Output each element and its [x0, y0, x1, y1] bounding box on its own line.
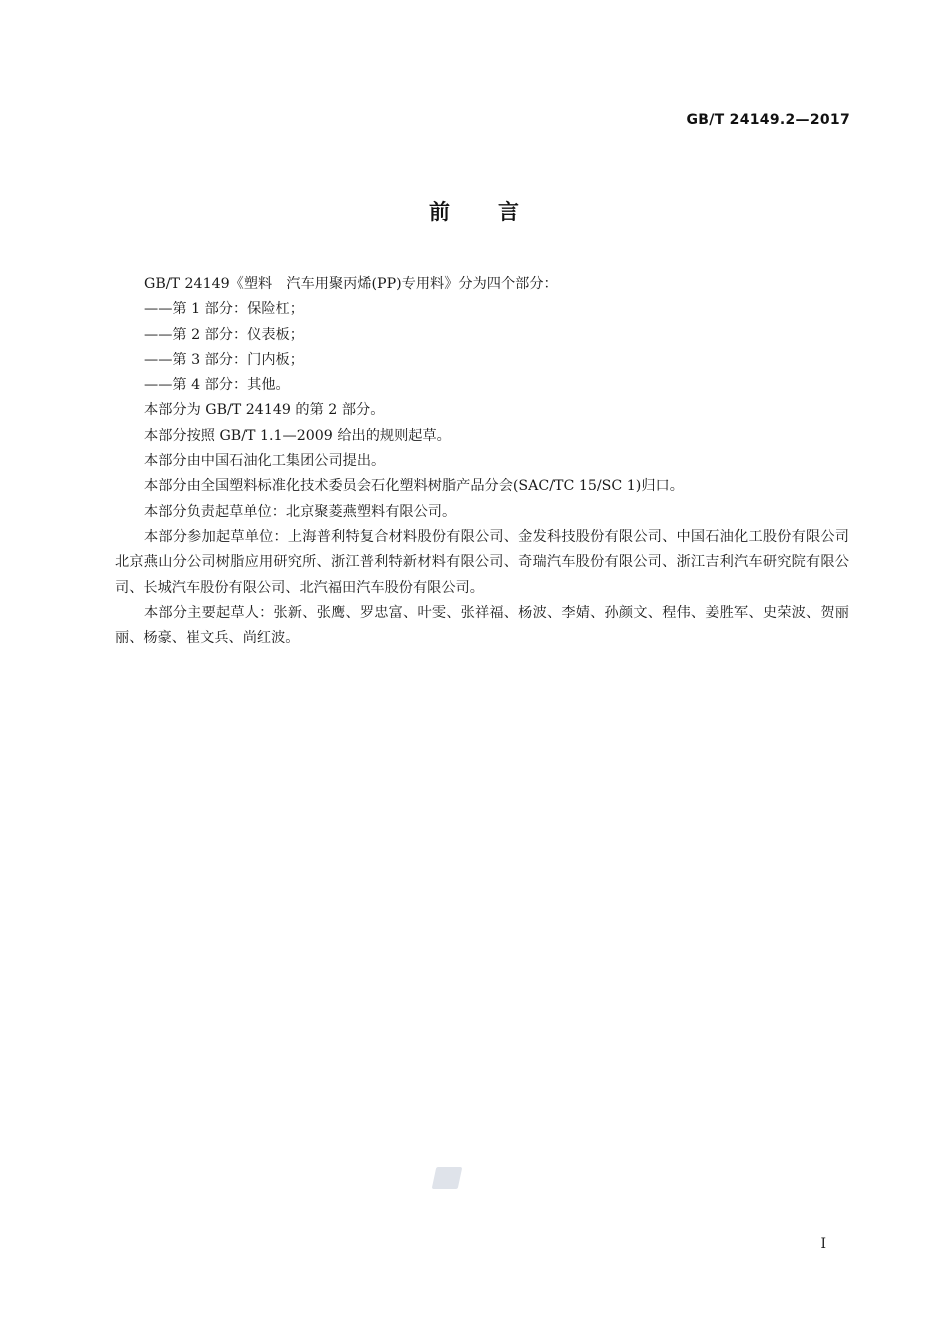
list-item-part-1: ——第 1 部分：保险杠；	[144, 301, 304, 318]
list-item-part-3: ——第 3 部分：门内板；	[144, 351, 304, 368]
paragraph-proposer: 本部分由中国石油化工集团公司提出。	[144, 453, 386, 470]
paragraph-drafting-rules: 本部分按照 GB/T 1.1—2009 给出的规则起草。	[144, 427, 451, 444]
section-title	[0, 196, 950, 226]
paragraph-participating-drafters: 本部分参加起草单位：上海普利特复合材料股份有限公司、金发科技股份有限公司、中国石油化工股份有限公司北京燕山分公司树脂应用研究所、浙江普利特新材料有限公司、奇瑞汽车股份有限公司、浙江吉利汽车研究院有限公司、长城汽车股份有限公司、北汽福田汽车股份有限公司。	[115, 528, 849, 596]
paragraph-series-intro: GB/T 24149《塑料 汽车用聚丙烯(PP)专用料》分为四个部分：	[144, 276, 558, 292]
standard-number: GB/T 24149.2—2017	[686, 112, 850, 128]
paragraph-main-drafters: 本部分主要起草人：张新、张鹰、罗忠富、叶雯、张祥福、杨波、李婧、孙颜文、程伟、姜胜军、史荣波、贺丽丽、杨豪、崔文兵、尚红波。	[115, 604, 849, 647]
list-item-part-4: ——第 4 部分：其他。	[144, 377, 290, 394]
page-number: I	[820, 1236, 826, 1252]
sac-logo-watermark	[432, 1167, 463, 1189]
paragraph-responsible-drafter: 本部分负责起草单位：北京聚菱燕塑料有限公司。	[144, 503, 457, 520]
paragraph-part-statement: 本部分为 GB/T 24149 的第 2 部分。	[144, 402, 385, 419]
section-title-char-1: 前	[429, 200, 452, 224]
list-item-part-2: ——第 2 部分：仪表板；	[144, 326, 304, 343]
foreword-body	[115, 272, 849, 651]
paragraph-technical-committee: 本部分由全国塑料标准化技术委员会石化塑料树脂产品分会(SAC/TC 15/SC 1)归口。	[144, 478, 684, 495]
section-title-char-2: 言	[498, 200, 521, 224]
